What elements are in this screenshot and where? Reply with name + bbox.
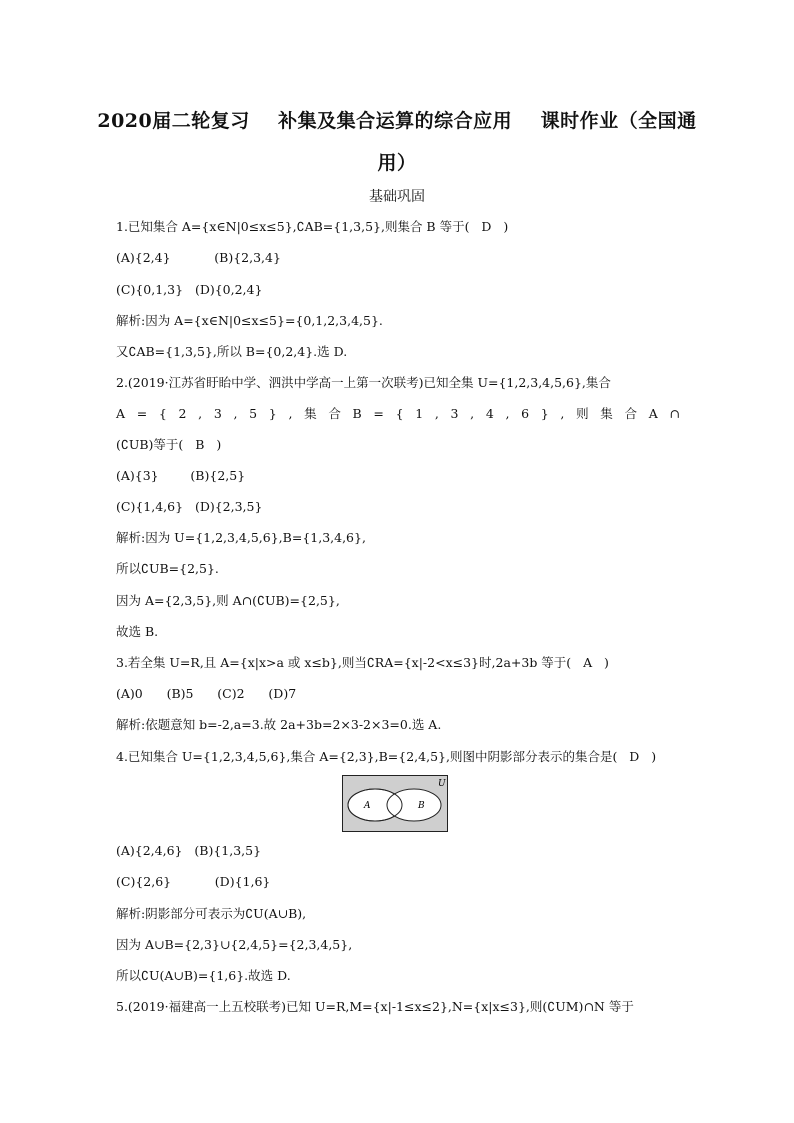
token: 2 — [178, 406, 187, 421]
token: , — [470, 406, 475, 421]
token: , — [198, 406, 203, 421]
question-4: 4.已知集合 U={1,2,3,4,5,6},集合 A={2,3},B={2,4,5},则图中阴影部分表示的集合是( D ) — [116, 749, 657, 764]
token: , — [233, 406, 238, 421]
question-3-options: (A)0 (B)5 (C)2 (D)7 — [116, 686, 297, 701]
question-4-solution-line: 因为 A∪B={2,3}∪{2,4,5}={2,3,4,5}, — [116, 937, 353, 952]
token: 4 — [485, 406, 494, 421]
question-2-sets-line — [116, 406, 680, 422]
token: 则 — [576, 406, 589, 421]
token: 合 — [624, 406, 638, 421]
page-title-continued: 用） — [377, 152, 417, 174]
token: , — [505, 406, 510, 421]
question-2-solution-line: 因为 A={2,3,5},则 A∩(∁UB)={2,5}, — [116, 593, 340, 608]
set-a-label: A — [364, 801, 371, 811]
question-2-options-ab: (A){3} (B){2,5} — [116, 468, 246, 483]
token: 集 — [304, 406, 317, 421]
question-2-solution-line: 故选 B. — [116, 624, 159, 639]
question-1-solution-line: 又∁AB={1,3,5},所以 B={0,2,4}.选 D. — [116, 344, 348, 359]
question-3: 3.若全集 U=R,且 A={x|x>a 或 x≤b},则当∁RA={x|-2<x≤3}时,2a+3b 等于( A ) — [116, 655, 609, 670]
question-2-continued: (∁UB)等于( B ) — [116, 437, 222, 452]
token: 3 — [450, 406, 459, 421]
token: { — [395, 406, 404, 421]
question-1-options-ab: (A){2,4} (B){2,3,4} — [116, 250, 281, 265]
token: , — [288, 406, 293, 421]
token: 3 — [213, 406, 222, 421]
venn-diagram — [342, 775, 448, 832]
question-5: 5.(2019·福建高一上五校联考)已知 U=R,M={x|-1≤x≤2},N={x|x≤3},则(∁UM)∩N 等于 — [116, 999, 634, 1014]
token: , — [434, 406, 439, 421]
token: { — [158, 406, 167, 421]
universe-label: U — [438, 779, 446, 789]
set-b-label: B — [418, 801, 425, 811]
token: = — [136, 406, 148, 421]
section-heading: 基础巩固 — [369, 189, 425, 205]
token: A — [648, 406, 658, 421]
token: } — [540, 406, 549, 421]
token: = — [373, 406, 384, 421]
token: ∩ — [669, 406, 680, 421]
token: A — [116, 406, 126, 421]
question-3-solution-line: 解析:依题意知 b=-2,a=3.故 2a+3b=2×3-2×3=0.选 A. — [116, 717, 442, 732]
question-2-options-cd: (C){1,4,6} (D){2,3,5} — [116, 499, 263, 514]
question-1-options-cd: (C){0,1,3} (D){0,2,4} — [116, 282, 263, 297]
question-1-solution-line: 解析:因为 A={x∈N|0≤x≤5}={0,1,2,3,4,5}. — [116, 313, 383, 328]
question-4-options-ab: (A){2,4,6} (B){1,3,5} — [116, 843, 262, 858]
token: 合 — [328, 406, 341, 421]
token: B — [352, 406, 362, 421]
question-4-solution-line: 所以∁U(A∪B)={1,6}.故选 D. — [116, 968, 291, 983]
question-4-options-cd: (C){2,6} (D){1,6} — [116, 874, 271, 889]
question-2: 2.(2019·江苏省盱眙中学、泗洪中学高一上第一次联考)已知全集 U={1,2,3,4,5,6},集合 — [116, 375, 611, 390]
token: 集 — [600, 406, 613, 421]
page-title: 2020届二轮复习 补集及集合运算的综合应用 课时作业（全国通 — [97, 110, 697, 132]
question-1: 1.已知集合 A={x∈N|0≤x≤5},∁AB={1,3,5},则集合 B 等于( D ) — [116, 219, 509, 234]
token: , — [560, 406, 565, 421]
question-2-solution-line: 所以∁UB={2,5}. — [116, 561, 219, 576]
token: } — [268, 406, 277, 421]
token: 6 — [521, 406, 530, 421]
token: 5 — [249, 406, 258, 421]
token: 1 — [415, 406, 424, 421]
question-4-solution-line: 解析:阴影部分可表示为∁U(A∪B), — [116, 906, 307, 921]
question-2-solution-line: 解析:因为 U={1,2,3,4,5,6},B={1,3,4,6}, — [116, 530, 366, 545]
